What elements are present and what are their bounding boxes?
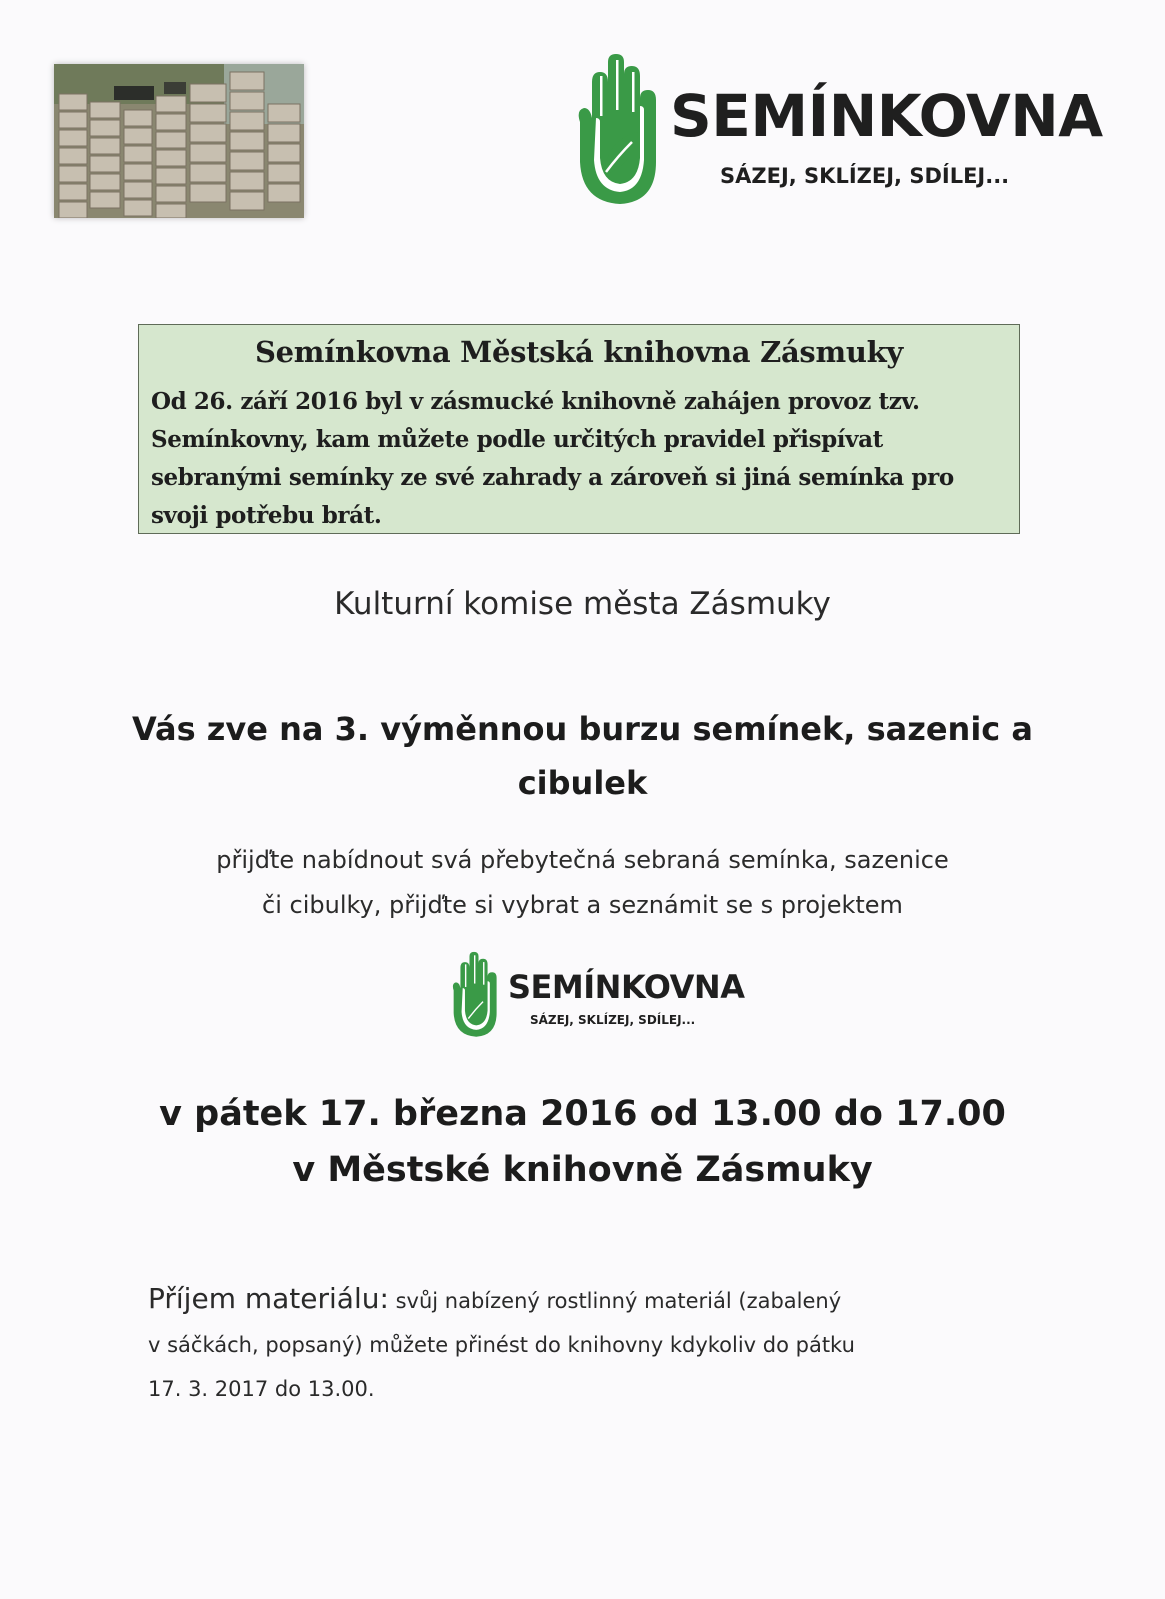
invite-heading [0, 702, 1165, 810]
seminkovna-logo [570, 52, 1103, 222]
event-date-time: v pátek 17. března 2016 od 13.00 do 17.00 [159, 1094, 1006, 1134]
intake-line-2: v sáčkách, popsaný) můžete přinést do knihovny kdykoliv do pátku [148, 1333, 855, 1357]
committee-text: Kulturní komise města Zásmuky [334, 586, 831, 622]
invite-sub-line-2: či cibulky, přijďte si vybrat a seznámit se s projektem [262, 891, 903, 919]
logo-slogan-text: SÁZEJ, SKLÍZEJ, SDÍLEJ... [530, 1013, 696, 1027]
logo-brand-text: SEMÍNKOVNA [670, 82, 1103, 150]
intake-line-3: 17. 3. 2017 do 13.00. [148, 1377, 375, 1401]
logo-brand-text: SEMÍNKOVNA [508, 968, 745, 1006]
intake-line-1 [148, 1277, 1028, 1323]
intake-label: Příjem materiálu: [148, 1282, 389, 1315]
invite-line-1: Vás zve na 3. výměnnou burzu semínek, sazenic a [132, 710, 1033, 748]
invite-description [0, 838, 1165, 928]
info-box-text: Od 26. září 2016 byl v zásmucké knihovně zahájen provoz tzv. Semínkovny, kam můžete podle určitých pravidel přispívat sebranými semínky ze své zahrady a zároveň si jiná semínka pro svoji potřebu brát. [151, 388, 954, 529]
info-box [138, 324, 1020, 534]
invite-sub-line-1: přijďte nabídnout svá přebytečná sebraná semínka, sazenice [216, 846, 949, 874]
hand-leaf-icon [448, 950, 500, 1042]
hand-leaf-icon [570, 52, 662, 212]
material-intake [148, 1277, 1028, 1411]
flower-pots-photo [54, 64, 304, 218]
invite-line-2: cibulek [517, 764, 648, 802]
info-box-title: Semínkovna Městská knihovna Zásmuky [255, 335, 903, 369]
event-details [0, 1086, 1165, 1198]
intake-text-1: svůj nabízený rostlinný materiál (zabalený [388, 1289, 842, 1313]
logo-slogan-text: SÁZEJ, SKLÍZEJ, SDÍLEJ... [720, 164, 1010, 188]
seminkovna-logo-small [448, 950, 745, 1045]
flower-pots-image [54, 64, 304, 218]
event-location: v Městské knihovně Zásmuky [292, 1150, 873, 1190]
